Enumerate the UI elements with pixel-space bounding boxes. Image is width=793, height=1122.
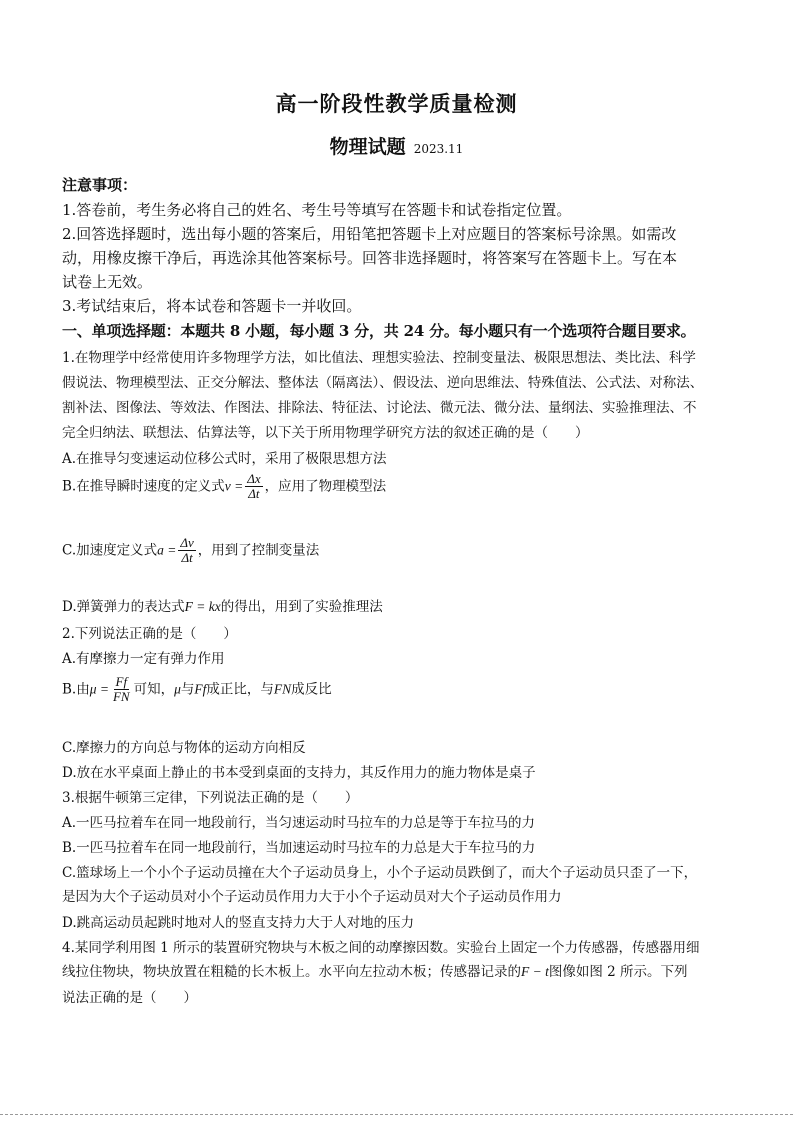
- q2-option-a: A.有摩擦力一定有弹力作用: [62, 651, 225, 667]
- notice-item-2-line2: 动，用橡皮擦干净后，再选涂其他答案标号。回答非选择题时，将答案写在答题卡上。写在本: [62, 249, 678, 267]
- q1-b-variable: v =: [224, 478, 244, 494]
- q1-stem-line2: 假说法、物理模型法、正交分解法、整体法（隔离法）、假设法、逆向思维法、特殊值法、公式法、对称法、: [62, 375, 704, 391]
- q2-b-text-mid3: 成正比，与: [206, 681, 274, 698]
- notice-item-1: 1.答卷前，考生务必将自己的姓名、考生号等填写在答题卡和试卷指定位置。: [62, 201, 572, 219]
- q1-stem-line3: 割补法、图像法、等效法、作图法、排除法、特征法、讨论法、微元法、微分法、量纲法、实验推理法、不: [62, 400, 697, 416]
- q3-stem: 3.根据牛顿第三定律，下列说法正确的是（ ）: [62, 790, 359, 806]
- q1-b-text-post: ，应用了物理模型法: [264, 478, 387, 495]
- q2-b-fn: FN: [273, 681, 292, 697]
- q1-stem-line4: 完全归纳法、联想法、估算法等，以下关于所用物理学研究方法的叙述正确的是（ ）: [62, 425, 589, 441]
- q1-d-text-pre: D.弹簧弹力的表达式: [62, 599, 185, 615]
- q3-option-b: B.一匹马拉着车在同一地段前行，当加速运动时马拉车的力总是大于车拉马的力: [62, 840, 536, 856]
- notice-item-3: 3.考试结束后，将本试卷和答题卡一并收回。: [62, 297, 362, 315]
- q1-c-text-post: ，用到了控制变量法: [197, 542, 320, 559]
- q1-option-a: A.在推导匀变速运动位移公式时，采用了极限思想方法: [62, 451, 387, 467]
- q3-option-a: A.一匹马拉着车在同一地段前行，当匀速运动时马拉车的力总是等于车拉马的力: [62, 815, 536, 831]
- q2-b-mu: μ: [174, 681, 181, 697]
- q2-b-numerator: Ff: [115, 674, 128, 689]
- exam-subtitle: [0, 132, 793, 159]
- notice-item-2-line3: 试卷上无效。: [62, 273, 153, 291]
- q1-c-numerator: Δv: [180, 535, 194, 550]
- q4-stem-line3: 说法正确的是（ ）: [62, 990, 197, 1006]
- q1-d-formula: F = kx: [184, 599, 221, 614]
- q1-b-denominator: Δt: [248, 486, 260, 502]
- q2-b-text-pre: B.由: [62, 681, 90, 698]
- q2-b-text-mid1: 可知，: [133, 681, 175, 698]
- exam-date: 2023.11: [413, 142, 464, 156]
- q2-option-c: C.摩擦力的方向总与物体的运动方向相反: [62, 740, 306, 756]
- q1-b-numerator: Δx: [247, 471, 261, 486]
- page-bottom-divider: [0, 1114, 793, 1115]
- q1-c-denominator: Δt: [181, 550, 193, 566]
- q2-b-ff: Ff: [194, 681, 207, 697]
- q2-b-text-post: 成反比: [291, 681, 332, 698]
- q1-b-text-pre: B.在推导瞬时速度的定义式: [62, 478, 225, 495]
- q1-stem-line1: 1.在物理学中经常使用许多物理学方法，如比值法、理想实验法、控制变量法、极限思想法、类比法、科学: [62, 350, 696, 366]
- notice-heading: 注意事项：: [62, 176, 138, 194]
- q3-option-d: D.跳高运动员起跳时地对人的竖直支持力大于人对地的压力: [62, 915, 415, 931]
- q1-option-c: [62, 536, 730, 566]
- q2-b-variable: μ =: [89, 681, 109, 697]
- notice-item-2-line1: 2.回答选择题时，选出每小题的答案后，用铅笔把答题卡上对应题目的答案标号涂黑。如需改: [62, 225, 677, 243]
- q4-stem-line2-pre: 线拉住物块，物块放置在粗糙的长木板上。水平向左拉动木板；传感器记录的: [62, 964, 521, 980]
- q4-stem-line2: [62, 960, 730, 980]
- q4-stem-line1: 4.某同学利用图 1 所示的装置研究物块与木板之间的动摩擦因数。实验台上固定一个力传感器，传感器用细: [62, 940, 700, 956]
- q4-ft-formula: F − t: [521, 964, 549, 979]
- subject-title: 物理试题: [329, 136, 406, 158]
- q3-option-c-line2: 是因为大个子运动员对小个子运动员作用力大于小个子运动员对大个子运动员作用力: [62, 889, 562, 905]
- exam-title: 高一阶段性教学质量检测: [275, 91, 518, 116]
- q3-option-c-line1: C.篮球场上一个小个子运动员撞在大个子运动员身上，小个子运动员跌倒了，而大个子运动员只歪了一下，: [62, 865, 698, 881]
- q1-option-b: [62, 472, 730, 502]
- q2-b-text-mid2: 与: [180, 681, 195, 698]
- q2-option-d: D.放在水平桌面上静止的书本受到桌面的支持力，其反作用力的施力物体是桌子: [62, 765, 536, 781]
- q2-stem: 2.下列说法正确的是（ ）: [62, 626, 237, 642]
- q2-b-denominator: FN: [112, 689, 130, 705]
- q1-c-variable: a =: [157, 542, 177, 558]
- section1-heading: 一、单项选择题：本题共 8 小题，每小题 3 分，共 24 分。每小题只有一个选项符合题目要求。: [62, 322, 696, 340]
- q1-b-fraction: [245, 472, 262, 502]
- q1-c-fraction: [178, 536, 195, 566]
- q1-c-text-pre: C.加速度定义式: [62, 542, 158, 559]
- q1-d-text-post: 的得出，用到了实验推理法: [220, 599, 383, 615]
- q2-b-fraction: [111, 675, 132, 705]
- q4-stem-line2-post: 图像如图 2 所示。下列: [548, 964, 688, 980]
- q2-option-b: [62, 675, 730, 705]
- q1-option-d: [62, 595, 730, 615]
